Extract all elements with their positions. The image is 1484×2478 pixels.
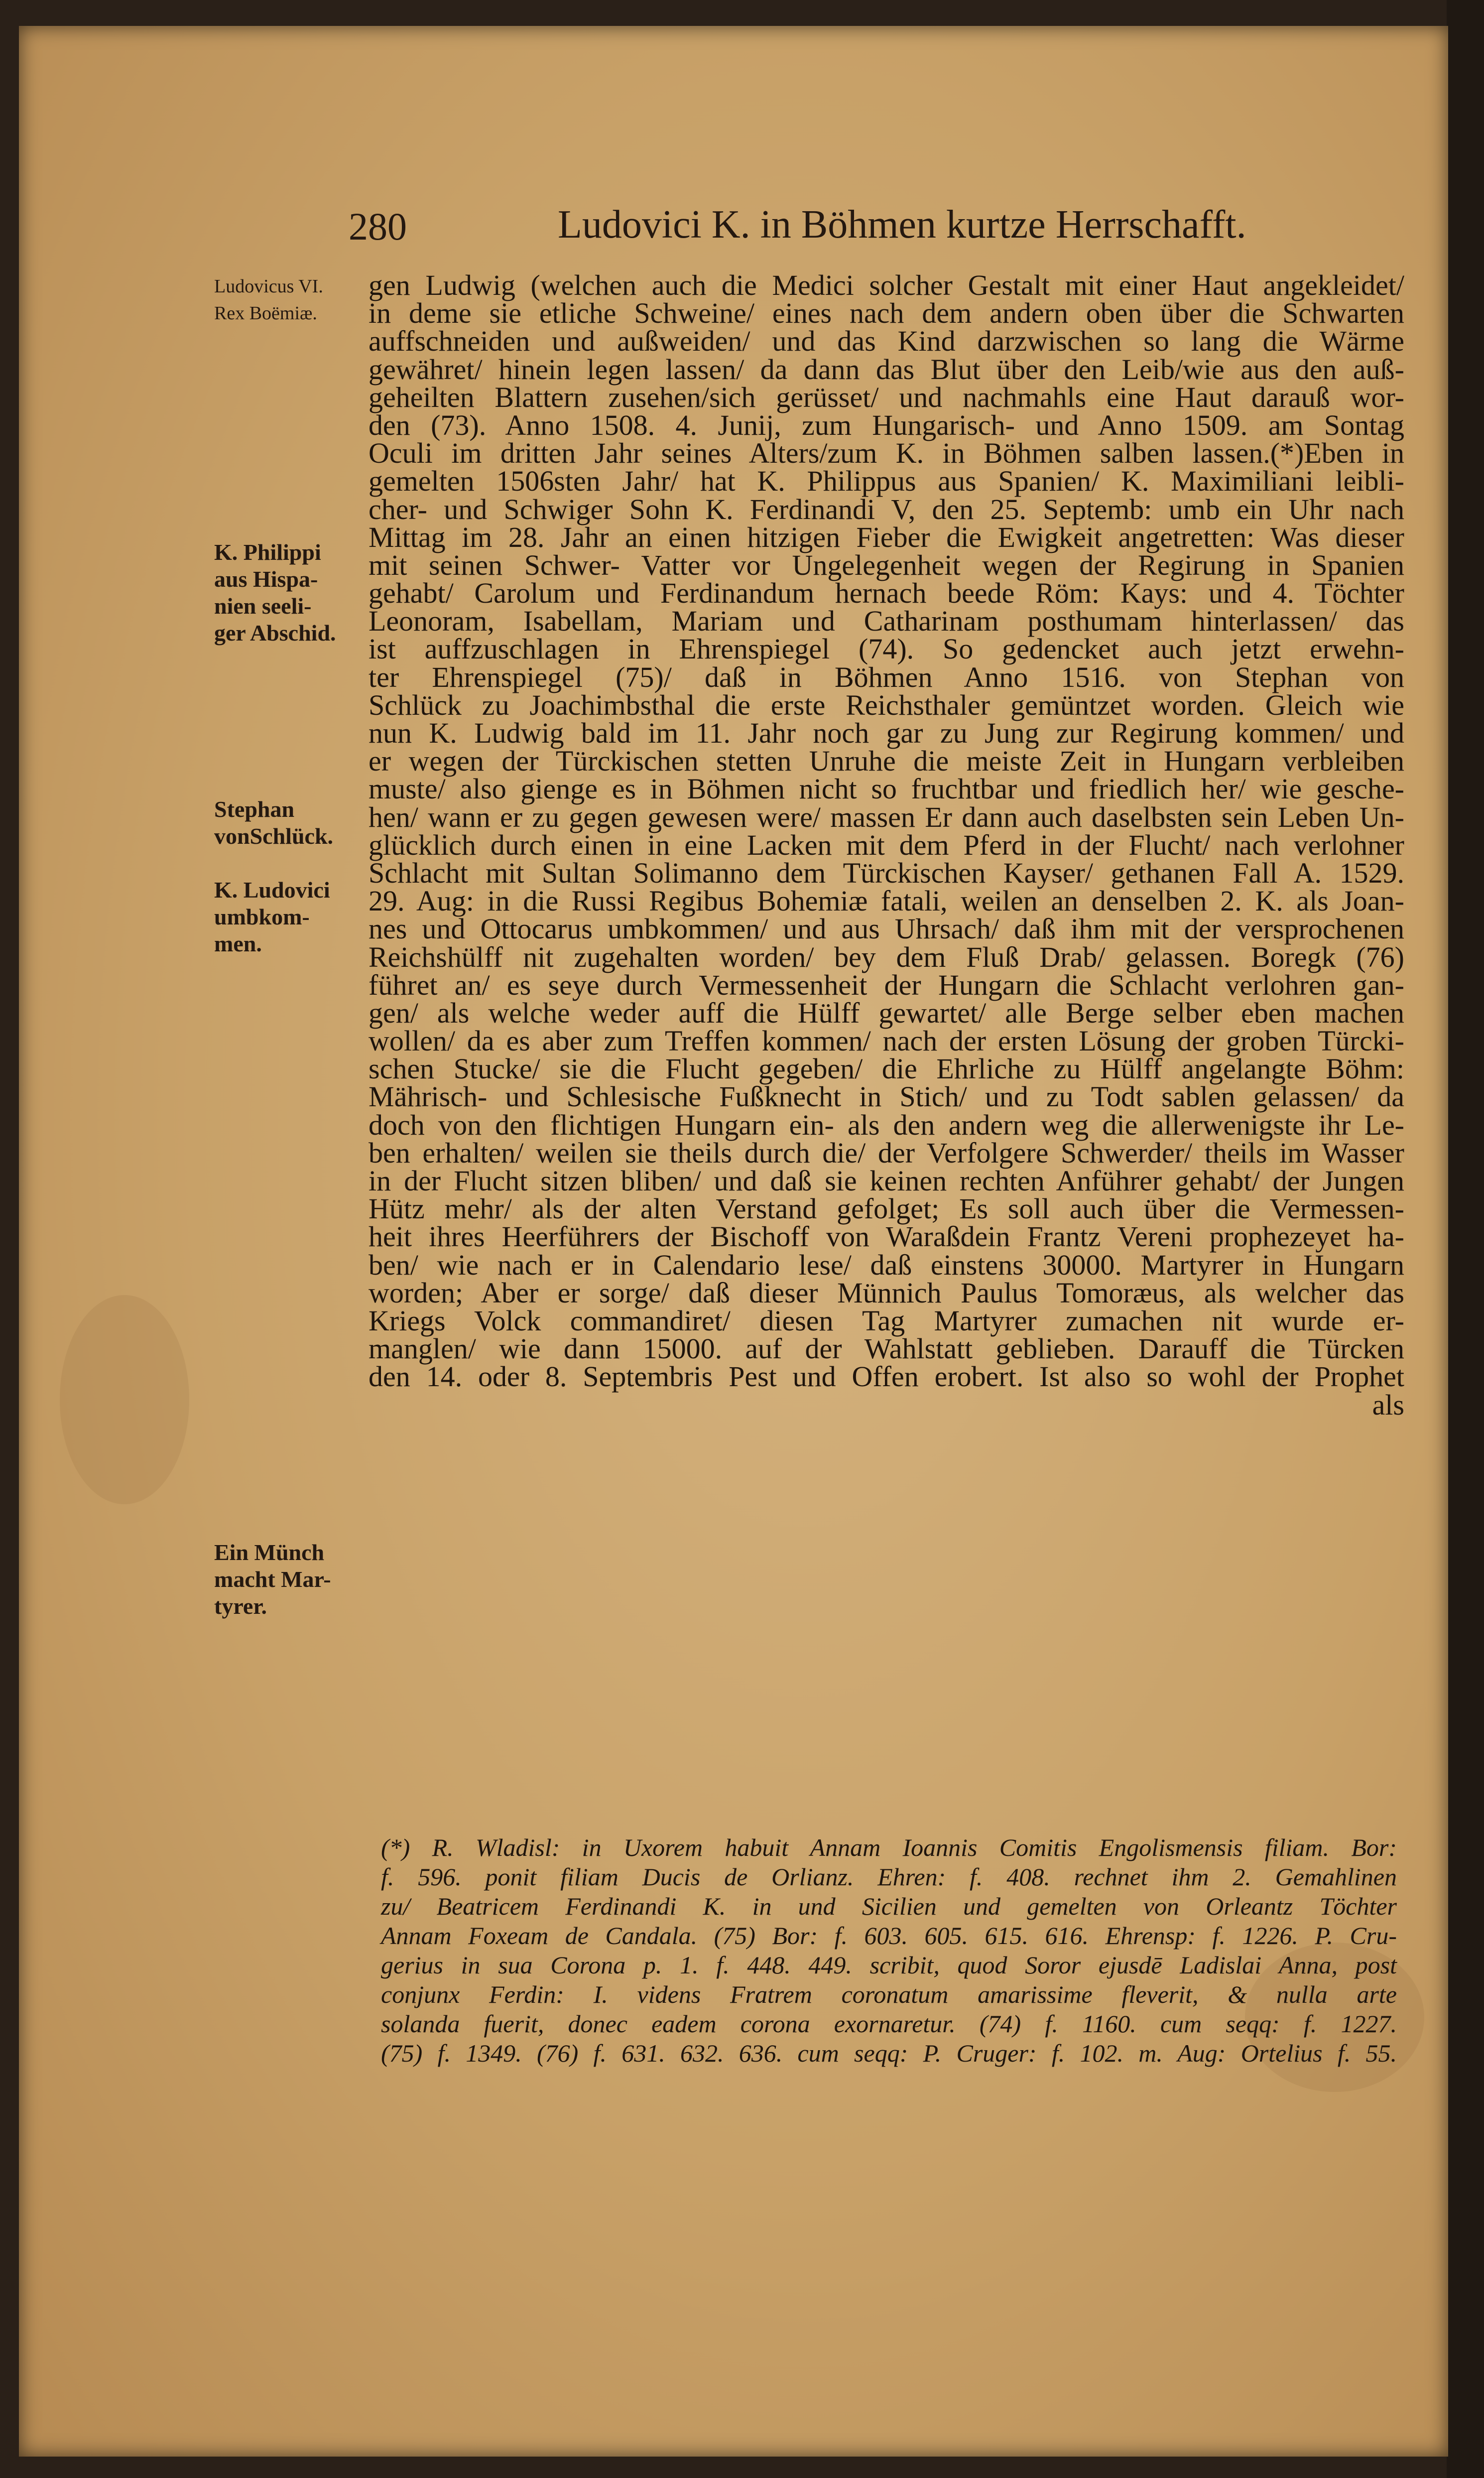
margin-note [214, 877, 364, 957]
text-line: gehabt/ Carolum und Ferdinandum hernach beede Röm: Kays: und 4. Töchter [369, 577, 1404, 610]
text-line: nes und Ottocarus umbkommen/ und aus Uhrsach/ daß ihm mit der versprochenen [369, 913, 1404, 945]
text-line: Mittag im 28. Jahr an einen hitzigen Fieber die Ewigkeit angetretten: Was dieser [369, 521, 1404, 553]
margin-note-line: Ludovicus VI. [214, 276, 323, 297]
text-line: wollen/ da es aber zum Treffen kommen/ nach der ersten Lösung der groben Türcki- [369, 1025, 1404, 1057]
page-number: 280 [349, 205, 407, 248]
text-line: er wegen der Türckischen stetten Unruhe die meiste Zeit in Hungarn verbleiben [369, 745, 1404, 778]
book-binding-edge [1447, 0, 1484, 2478]
margin-note-line: nien seeli- [214, 593, 312, 619]
margin-note [214, 796, 364, 850]
text-line: doch von den flichtigen Hungarn ein- als den andern weg die allerwenigste ihr Le- [369, 1108, 1404, 1141]
footnote-line: (75) f. 1349. (76) f. 631. 632. 636. cum seqq: P. Cruger: f. 102. m. Aug: Ortelius f. 55. [381, 2039, 1397, 2067]
margin-note [214, 1539, 364, 1620]
text-line: als [1372, 1388, 1404, 1421]
text-line: ben/ wie nach er in Calendario lese/ daß einstens 30000. Martyrer in Hungarn [369, 1248, 1404, 1281]
footnote-line: gerius in sua Corona p. 1. f. 448. 449. scribit, quod Soror ejusdē Ladislai Anna, post [381, 1951, 1397, 1979]
text-line: Schlacht mit Sultan Solimanno dem Türckischen Kayser/ gethanen Fall A. 1529. [369, 856, 1404, 889]
footnote-line: f. 596. ponit filiam Ducis de Orlianz. Ehren: f. 408. rechnet ihm 2. Gemahlinen [381, 1863, 1397, 1891]
text-line: gen Ludwig (welchen auch die Medici solcher Gestalt mit einer Haut angekleidet/ [369, 269, 1404, 301]
running-head: Ludovici K. in Böhmen kurtze Herrschafft. [558, 203, 1246, 247]
text-line: hen/ wann er zu gegen gewesen were/ massen Er dann auch daselbsten sein Leben Un- [369, 800, 1404, 833]
margin-note-line: macht Mar- [214, 1566, 331, 1592]
margin-note [214, 273, 364, 327]
text-line: Kriegs Volck commandiret/ diesen Tag Martyrer zumachen nit wurde er- [369, 1304, 1404, 1337]
margin-note-line: Ein Münch [214, 1540, 325, 1565]
text-line: auffschneiden und außweiden/ und das Kind darzwischen so lang die Wärme [369, 325, 1404, 358]
text-line: Schlück zu Joachimbsthal die erste Reichsthaler gemüntzet worden. Gleich wie [369, 688, 1404, 721]
margin-note-line: K. Ludovici [214, 877, 330, 903]
margin-note-line: aus Hispa- [214, 566, 318, 592]
text-line: ter Ehrenspiegel (75)/ daß in Böhmen Anno 1516. von Stephan von [369, 660, 1404, 693]
margin-note-line: umbkom- [214, 904, 310, 929]
footnotes-block [381, 1833, 1397, 2068]
text-line: ist auffzuschlagen in Ehrenspiegel (74). So gedencket auch jetzt erwehn- [369, 633, 1404, 665]
margin-note-line: Rex Boëmiæ. [214, 303, 317, 324]
footnote-line: conjunx Ferdin: I. videns Fratrem coronatum amarissime fleverit, & nulla arte [381, 1980, 1397, 2008]
margin-note-line: K. Philippi [214, 539, 321, 565]
text-line: Oculi im dritten Jahr seines Alters/zum K. in Böhmen salben lassen.(*)Eben in [369, 437, 1404, 470]
text-line: Leonoram, Isabellam, Mariam und Catharinam posthumam hinterlassen/ das [369, 605, 1404, 638]
margin-note-line: vonSchlück. [214, 823, 334, 849]
text-line: manglen/ wie dann 15000. auf der Wahlstatt geblieben. Darauff die Türcken [369, 1332, 1404, 1365]
text-line: 29. Aug: in die Russi Regibus Bohemiæ fatali, weilen an denselben 2. K. als Joan- [369, 885, 1404, 917]
text-line: in der Flucht sitzen bliben/ und daß sie keinen rechten Anführer gehabt/ der Jungen [369, 1165, 1404, 1197]
margin-note-line: tyrer. [214, 1593, 267, 1619]
text-line: worden; Aber er sorge/ daß dieser Münnich Paulus Tomoræus, als welcher das [369, 1276, 1404, 1309]
text-line: den 14. oder 8. Septembris Pest und Offen erobert. Ist also so wohl der Prophet [369, 1360, 1404, 1393]
margin-note [214, 539, 364, 647]
footnote-line: zu/ Beatricem Ferdinandi K. in und Sicilien und gemelten von Orleantz Töchter [381, 1892, 1397, 1920]
paper-stain [60, 1295, 189, 1504]
text-line: gemelten 1506sten Jahr/ hat K. Philippus aus Spanien/ K. Maximiliani leibli- [369, 465, 1404, 498]
text-line: ben erhalten/ weilen sie theils durch die/ der Verfolgere Schwerder/ theils im Wasser [369, 1136, 1404, 1169]
text-line: gen/ als welche weder auff die Hülff gewartet/ alle Berge selber eben machen [369, 996, 1404, 1029]
text-line: cher- und Schwiger Sohn K. Ferdinandi V, den 25. Septemb: umb ein Uhr nach [369, 493, 1404, 525]
text-line: Hütz mehr/ als der alten Verstand gefolget; Es soll auch über die Vermessen- [369, 1192, 1404, 1225]
margin-note-line: men. [214, 931, 262, 956]
text-line: Mährisch- und Schlesische Fußknecht in Stich/ und zu Todt sablen gelassen/ da [369, 1080, 1404, 1113]
text-line: schen Stucke/ sie die Flucht gegeben/ die Ehrliche zu Hülff angelangte Böhm: [369, 1052, 1404, 1085]
text-line: den (73). Anno 1508. 4. Junij, zum Hungarisch- und Anno 1509. am Sontag [369, 408, 1404, 441]
text-line: muste/ also gienge es in Böhmen nicht so fruchtbar und friedlich her/ wie gesche- [369, 773, 1404, 805]
text-line: Reichshülff nit zugehalten worden/ bey dem Fluß Drab/ gelassen. Boregk (76) [369, 940, 1404, 973]
text-line: mit seinen Schwer- Vatter vor Ungelegenheit wegen der Regirung in Spanien [369, 548, 1404, 581]
footnote-separator [349, 1808, 1404, 1809]
text-line: geheilten Blattern zusehen/sich gerüsset/ und nachmahls eine Haut darauß wor- [369, 381, 1404, 413]
margin-note-line: Stephan [214, 796, 295, 822]
text-line: gewähret/ hinein legen lassen/ da dann das Blut über den Leib/wie aus den auß- [369, 353, 1404, 386]
text-line: in deme sie etliche Schweine/ eines nach dem andern oben über die Schwarten [369, 297, 1404, 330]
text-line: nun K. Ludwig bald im 11. Jahr noch gar zu Jung zur Regirung kommen/ und [369, 717, 1404, 749]
margin-note-line: ger Abschid. [214, 620, 336, 646]
text-line: heit ihres Heerführers der Bischoff von Waraßdein Frantz Vereni prophezeyet ha- [369, 1220, 1404, 1253]
page-header [349, 199, 1394, 259]
footnote-line: (*) R. Wladisl: in Uxorem habuit Annam Ioannis Comitis Engolismensis filiam. Bor: [381, 1833, 1397, 1861]
main-text-block [369, 271, 1404, 1419]
text-line: führet an/ es seye durch Vermessenheit der Hungarn die Schlacht verlohren gan- [369, 968, 1404, 1001]
footnote-line: Annam Foxeam de Candala. (75) Bor: f. 603. 605. 615. 616. Ehrensp: f. 1226. P. Cru- [381, 1922, 1397, 1950]
footnote-line: solanda fuerit, donec eadem corona exornaretur. (74) f. 1160. cum seqq: f. 1227. [381, 2010, 1397, 2038]
text-line: glücklich durch einen in eine Lacken mit dem Pferd in der Flucht/ nach verlohner [369, 828, 1404, 861]
